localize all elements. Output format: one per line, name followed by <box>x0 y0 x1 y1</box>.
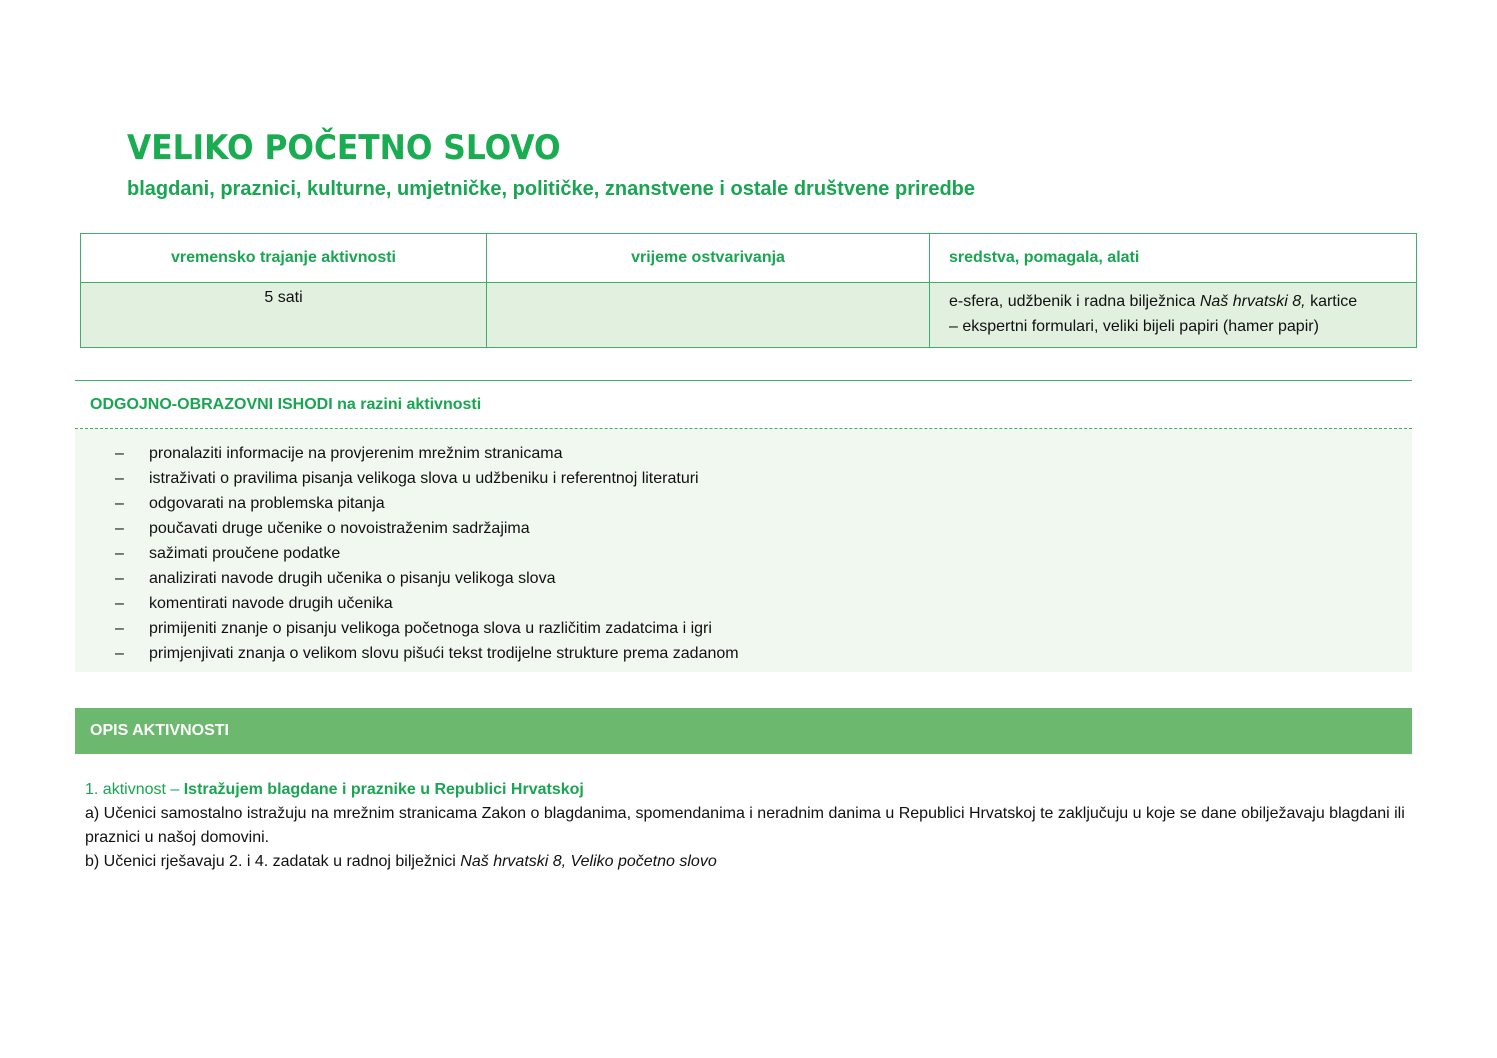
cell-time <box>487 283 930 348</box>
dash-bullet: – <box>115 470 124 487</box>
description-heading-bar: OPIS AKTIVNOSTI <box>75 708 1412 754</box>
info-table-header-row <box>81 234 1417 283</box>
activity-description <box>85 778 1405 874</box>
dash-bullet: – <box>115 545 124 562</box>
header-tools: sredstva, pomagala, alati <box>930 234 1417 283</box>
activity-title: Istražujem blagdane i praznike u Republici Hrvatskoj <box>183 781 584 798</box>
dash-bullet: – <box>115 495 124 512</box>
step-b-text: b) Učenici rješavaju 2. i 4. zadatak u radnoj bilježnici <box>85 853 461 870</box>
activity-step-b <box>85 850 1405 874</box>
activity-number: 1. aktivnost – <box>85 781 184 798</box>
dash-bullet: – <box>115 445 124 462</box>
list-item <box>75 466 1412 491</box>
page-subtitle: blagdani, praznici, kulturne, umjetničke, političke, znanstvene i ostale društvene priredbe <box>127 178 975 200</box>
dash-bullet: – <box>115 645 124 662</box>
tools-book-title: Naš hrvatski 8, <box>1199 293 1306 310</box>
outcomes-section <box>75 380 1412 672</box>
info-table-row <box>81 283 1417 348</box>
info-table <box>80 233 1417 348</box>
list-item-text: komentirati navode drugih učenika <box>149 595 393 612</box>
list-item <box>75 441 1412 466</box>
list-item-text: odgovarati na problemska pitanja <box>149 495 385 512</box>
page-title: VELIKO POČETNO SLOVO <box>127 128 561 168</box>
list-item-text: sažimati proučene podatke <box>149 545 341 562</box>
outcomes-list <box>75 429 1412 672</box>
list-item <box>75 616 1412 641</box>
list-item <box>75 641 1412 666</box>
list-item-text: poučavati druge učenike o novoistraženim sadržajima <box>149 520 530 537</box>
list-item <box>75 541 1412 566</box>
header-duration: vremensko trajanje aktivnosti <box>81 234 487 283</box>
list-item-text: primjenjivati znanja o velikom slovu pišući tekst trodijelne strukture prema zadanom <box>149 645 739 662</box>
list-item-text: istraživati o pravilima pisanja velikoga slova u udžbeniku i referentnoj literaturi <box>149 470 699 487</box>
activity-step-a: a) Učenici samostalno istražuju na mrežnim stranicama Zakon o blagdanima, spomendanima i neradnim danima u Republici Hrvatskoj te zaključuju u koje se dane obilježavaju blagdani ili praznici u našoj domovini. <box>85 805 1405 846</box>
header-time: vrijeme ostvarivanja <box>487 234 930 283</box>
activity-heading <box>85 778 1405 802</box>
list-item <box>75 566 1412 591</box>
list-item-text: analizirati navode drugih učenika o pisanju velikoga slova <box>149 570 556 587</box>
dash-bullet: – <box>115 570 124 587</box>
list-item-text: primijeniti znanje o pisanju velikoga početnoga slova u različitim zadatcima i igri <box>149 620 712 637</box>
step-b-book-title: Naš hrvatski 8, Veliko početno slovo <box>460 853 717 870</box>
dash-bullet: – <box>115 620 124 637</box>
dash-bullet: – <box>115 520 124 537</box>
tools-text-2: kartice <box>1305 293 1358 310</box>
outcomes-heading: ODGOJNO-OBRAZOVNI ISHODI na razini aktivnosti <box>75 380 1412 429</box>
list-item <box>75 516 1412 541</box>
cell-duration: 5 sati <box>81 283 487 348</box>
dash-bullet: – <box>115 595 124 612</box>
tools-line-2: – ekspertni formulari, veliki bijeli papiri (hamer papir) <box>949 318 1319 335</box>
list-item <box>75 591 1412 616</box>
list-item-text: pronalaziti informacije na provjerenim mrežnim stranicama <box>149 445 563 462</box>
list-item <box>75 491 1412 516</box>
tools-text: e-sfera, udžbenik i radna bilježnica <box>949 293 1200 310</box>
cell-tools <box>930 283 1417 348</box>
